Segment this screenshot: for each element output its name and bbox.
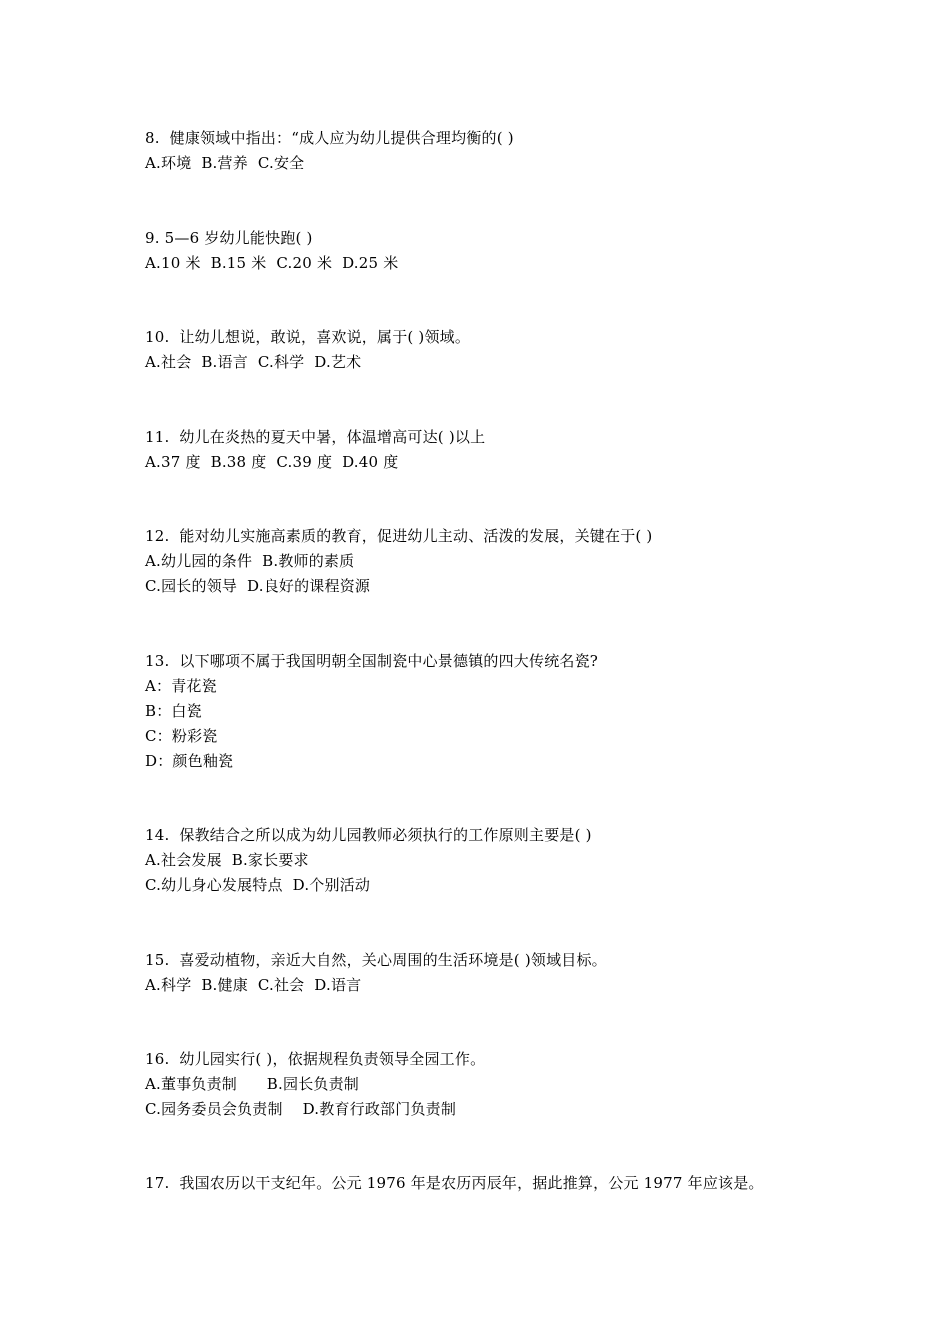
question-14 (145, 823, 845, 898)
question-stem: 14. 保教结合之所以成为幼儿园教师必须执行的工作原则主要是( ) (145, 826, 592, 844)
answer-options: A.10 米 B.15 米 C.20 米 D.25 米 (145, 254, 399, 272)
question-stem: 16. 幼儿园实行( )，依据规程负责领导全园工作。 (145, 1050, 486, 1068)
question-9 (145, 226, 845, 276)
question-13 (145, 649, 845, 774)
answer-options: C.园长的领导 D.良好的课程资源 (145, 577, 371, 595)
answer-options: A.社会发展 B.家长要求 (145, 851, 309, 869)
question-8 (145, 126, 845, 176)
answer-options: A.环境 B.营养 C.安全 (145, 154, 305, 172)
question-stem: 9. 5—6 岁幼儿能快跑( ) (145, 229, 313, 247)
answer-options: A.科学 B.健康 C.社会 D.语言 (145, 976, 362, 994)
question-stem: 15. 喜爱动植物，亲近大自然，关心周围的生活环境是( )领域目标。 (145, 951, 607, 969)
answer-option-c: C：粉彩瓷 (145, 727, 218, 745)
answer-option-d: D：颜色釉瓷 (145, 752, 234, 770)
answer-option-b: B：白瓷 (145, 702, 202, 720)
question-stem: 12. 能对幼儿实施高素质的教育，促进幼儿主动、活泼的发展，关键在于( ) (145, 527, 653, 545)
answer-option-a: A：青花瓷 (145, 677, 217, 695)
question-11 (145, 425, 845, 475)
question-stem: 17. 我国农历以干支纪年。公元 1976 年是农历丙辰年，据此推算，公元 1977 年应该是。 (145, 1174, 764, 1192)
question-10 (145, 325, 845, 375)
question-stem: 13. 以下哪项不属于我国明朝全国制瓷中心景德镇的四大传统名瓷? (145, 652, 599, 670)
question-stem: 11. 幼儿在炎热的夏天中暑，体温增高可达( )以上 (145, 428, 486, 446)
question-stem: 10. 让幼儿想说，敢说，喜欢说，属于( )领域。 (145, 328, 471, 346)
answer-options: A.社会 B.语言 C.科学 D.艺术 (145, 353, 362, 371)
answer-options: C.园务委员会负责制 D.教育行政部门负责制 (145, 1100, 457, 1118)
answer-options: A.董事负责制 B.园长负责制 (145, 1075, 360, 1093)
question-16 (145, 1047, 845, 1122)
question-12 (145, 524, 845, 599)
question-15 (145, 948, 845, 998)
answer-options: A.幼儿园的条件 B.教师的素质 (145, 552, 355, 570)
question-stem: 8. 健康领域中指出：“成人应为幼儿提供合理均衡的( ) (145, 129, 514, 147)
answer-options: C.幼儿身心发展特点 D.个别活动 (145, 876, 371, 894)
question-17 (145, 1171, 845, 1196)
answer-options: A.37 度 B.38 度 C.39 度 D.40 度 (145, 453, 399, 471)
